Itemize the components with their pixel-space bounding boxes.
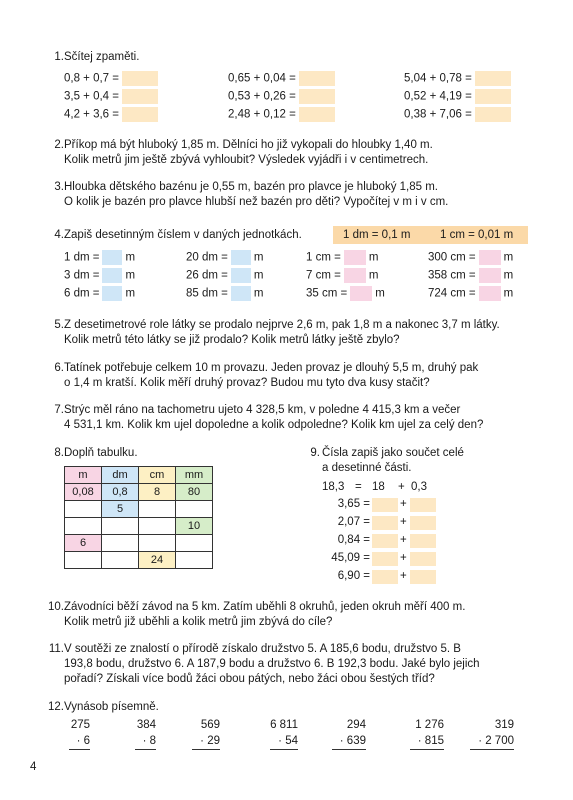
answer-box[interactable] xyxy=(344,268,366,283)
answer-box[interactable] xyxy=(410,498,436,512)
exercise-number: 6. xyxy=(54,362,64,374)
equation: 0,8 + 0,7 = xyxy=(64,71,158,87)
hint-box xyxy=(333,226,528,244)
table-cell: 10 xyxy=(176,518,213,535)
conversion: 3 dm = m xyxy=(64,269,136,282)
exercise-text: Kolik metrů již uběhli a kolik metrů jim zbývá do cíle? xyxy=(64,616,333,628)
equation: 2,48 + 0,12 = xyxy=(228,107,335,123)
exercise-text: Kolik metrů této látky se již prodalo? Kolik metrů látky ještě zbylo? xyxy=(64,334,400,346)
exercise-text: V soutěži ze znalostí o přírodě získalo družstvo 5. A 185,6 bodu, družstvo 5. B xyxy=(64,643,461,655)
answer-box[interactable] xyxy=(479,250,501,265)
answer-box[interactable] xyxy=(372,552,398,566)
exercise-text: pořadí? Získali více bodů žáci obou pátých, nebo žáci obou šestých tříd? xyxy=(64,673,435,685)
table-header: cm xyxy=(139,467,176,484)
table-cell[interactable] xyxy=(176,535,213,552)
table-header-row xyxy=(65,467,213,484)
equation: 0,52 + 4,19 = xyxy=(404,89,511,105)
exercise-text: O kolik je bazén pro plavce hlubší než bazén pro děti? Vypočítej v m i v cm. xyxy=(64,196,449,208)
exercise-text: o 1,4 m kratší. Kolik měří druhý provaz? Budou mu tyto dva kusy stačit? xyxy=(64,377,430,389)
equation: 0,65 + 0,04 = xyxy=(228,71,335,87)
table-row xyxy=(65,535,213,552)
answer-box[interactable] xyxy=(231,268,251,283)
table-row xyxy=(65,484,213,501)
answer-box[interactable] xyxy=(372,516,398,530)
exercise-text: Čísla zapiš jako součet celé xyxy=(322,447,464,459)
table-cell[interactable] xyxy=(176,501,213,518)
answer-box[interactable] xyxy=(372,498,398,512)
table-cell[interactable] xyxy=(102,535,139,552)
answer-box[interactable] xyxy=(231,286,251,301)
table-row xyxy=(65,501,213,518)
exercise-text: Kolik metrů jim ještě zbývá vyhloubit? Výsledek vyjádři i v centimetrech. xyxy=(64,154,429,166)
table-cell[interactable] xyxy=(102,552,139,569)
exercise-number: 1. xyxy=(54,51,64,63)
answer-box[interactable] xyxy=(410,534,436,548)
answer-box[interactable] xyxy=(372,534,398,548)
conversion: 20 dm = m xyxy=(186,251,264,264)
answer-box[interactable] xyxy=(410,516,436,530)
equation: 5,04 + 0,78 = xyxy=(404,71,511,87)
answer-box[interactable] xyxy=(479,268,501,283)
page-number: 4 xyxy=(30,761,37,773)
answer-box[interactable] xyxy=(231,250,251,265)
answer-box[interactable] xyxy=(299,107,335,122)
answer-box[interactable] xyxy=(344,250,366,265)
exercise-number: 10. xyxy=(48,601,64,613)
answer-box[interactable] xyxy=(122,71,158,86)
exercise-title: Zapiš desetinným číslem v daných jednotkách. xyxy=(64,229,302,241)
exercise-text: Příkop má být hluboký 1,85 m. Dělníci ho již vykopali do hloubky 1,40 m. xyxy=(64,139,433,151)
conversion: 1 dm = m xyxy=(64,251,136,264)
exercise-number: 4. xyxy=(54,229,64,241)
conversion: 35 cm = m xyxy=(306,287,385,300)
exercise-text: Závodníci běží závod na 5 km. Zatím uběhli 8 okruhů, jeden okruh měří 400 m. xyxy=(64,601,466,613)
exercise-number: 2. xyxy=(54,139,64,151)
unit-table xyxy=(64,466,213,569)
answer-box[interactable] xyxy=(410,570,436,584)
decomposition-row: 6,90 = + xyxy=(310,569,440,584)
answer-box[interactable] xyxy=(410,552,436,566)
exercise-text: Hloubka dětského bazénu je 0,55 m, bazén pro plavce je hluboký 1,85 m. xyxy=(64,181,438,193)
conversion: 724 cm = m xyxy=(428,287,514,300)
conversion: 85 dm = m xyxy=(186,287,264,300)
table-header: mm xyxy=(176,467,213,484)
answer-box[interactable] xyxy=(475,89,511,104)
answer-box[interactable] xyxy=(479,286,501,301)
conversion: 7 cm = m xyxy=(306,269,379,282)
conversion: 1 cm = m xyxy=(306,251,379,264)
hint-dm: 1 dm = 0,1 m xyxy=(343,229,411,241)
table-cell[interactable] xyxy=(176,552,213,569)
multiplication: 319 · 2 700 xyxy=(454,718,514,750)
table-cell[interactable] xyxy=(65,552,102,569)
exercise-title: Vynásob písemně. xyxy=(64,701,159,713)
multiplication: 1 276 · 815 xyxy=(384,718,444,750)
table-cell: 24 xyxy=(139,552,176,569)
conversion: 300 cm = m xyxy=(428,251,514,264)
answer-box[interactable] xyxy=(372,570,398,584)
equation: 3,5 + 0,4 = xyxy=(64,89,158,105)
table-cell: 5 xyxy=(102,501,139,518)
table-cell[interactable] xyxy=(139,501,176,518)
exercise-text: 4 531,1 km. Kolik km ujel dopoledne a kolik odpoledne? Kolik km ujel za celý den? xyxy=(64,419,484,431)
table-cell[interactable] xyxy=(102,518,139,535)
decomposition-row: 45,09 = + xyxy=(310,551,440,566)
exercise-number: 5. xyxy=(54,319,64,331)
table-cell: 6 xyxy=(65,535,102,552)
exercise-text: Z desetimetrové role látky se prodalo nejprve 2,6 m, pak 1,8 m a nakonec 3,7 m látky. xyxy=(64,319,500,331)
table-cell: 0,08 xyxy=(65,484,102,501)
multiplication: 384 · 8 xyxy=(96,718,156,750)
table-cell[interactable] xyxy=(65,501,102,518)
example-row: 18,3 = 18 + 0,3 xyxy=(322,481,427,493)
multiplication: 6 811 · 54 xyxy=(238,718,298,750)
decomposition-row: 0,84 = + xyxy=(310,533,440,548)
hint-cm: 1 cm = 0,01 m xyxy=(440,229,514,241)
answer-box[interactable] xyxy=(122,89,158,104)
exercise-number: 8. xyxy=(54,447,64,459)
conversion: 26 dm = m xyxy=(186,269,264,282)
exercise-text: Strýc měl ráno na tachometru ujeto 4 328,5 km, v poledne 4 415,3 km a večer xyxy=(64,404,461,416)
answer-box[interactable] xyxy=(475,107,511,122)
answer-box[interactable] xyxy=(299,71,335,86)
decomposition-row: 2,07 = + xyxy=(310,515,440,530)
answer-box[interactable] xyxy=(102,250,122,265)
conversion: 6 dm = m xyxy=(64,287,136,300)
exercise-number: 9. xyxy=(310,447,320,459)
exercise-number: 11. xyxy=(48,643,64,655)
exercise-number: 7. xyxy=(54,404,64,416)
exercise-number: 3. xyxy=(54,181,64,193)
table-row xyxy=(65,518,213,535)
table-header: m xyxy=(65,467,102,484)
exercise-text: 193,8 bodu, družstvo 6. A 187,9 bodu a družstvo 6. B 192,3 bodu. Jaké bylo jejich xyxy=(64,658,480,670)
answer-box[interactable] xyxy=(475,71,511,86)
table-cell: 0,8 xyxy=(102,484,139,501)
exercise-title: Sčítej zpaměti. xyxy=(64,51,140,63)
multiplication: 569 · 29 xyxy=(160,718,220,750)
table-cell[interactable] xyxy=(65,518,102,535)
decomposition-row: 3,65 = + xyxy=(310,497,440,512)
exercise-number: 12. xyxy=(48,701,64,713)
answer-box[interactable] xyxy=(299,89,335,104)
table-cell: 8 xyxy=(139,484,176,501)
equation: 0,53 + 0,26 = xyxy=(228,89,335,105)
table-cell[interactable] xyxy=(139,518,176,535)
multiplication: 294 · 639 xyxy=(306,718,366,750)
exercise-text: a desetinné části. xyxy=(322,462,412,474)
answer-box[interactable] xyxy=(122,107,158,122)
conversion: 358 cm = m xyxy=(428,269,514,282)
answer-box[interactable] xyxy=(102,268,122,283)
table-cell[interactable] xyxy=(139,535,176,552)
exercise-text: Tatínek potřebuje celkem 10 m provazu. Jeden provaz je dlouhý 5,5 m, druhý pak xyxy=(64,362,479,374)
answer-box[interactable] xyxy=(350,286,372,301)
answer-box[interactable] xyxy=(102,286,122,301)
table-row xyxy=(65,552,213,569)
equation: 4,2 + 3,6 = xyxy=(64,107,158,123)
multiplication: 275 · 6 xyxy=(30,718,90,750)
equation: 0,38 + 7,06 = xyxy=(404,107,511,123)
table-header: dm xyxy=(102,467,139,484)
exercise-title: Doplň tabulku. xyxy=(64,447,138,459)
table-cell: 80 xyxy=(176,484,213,501)
